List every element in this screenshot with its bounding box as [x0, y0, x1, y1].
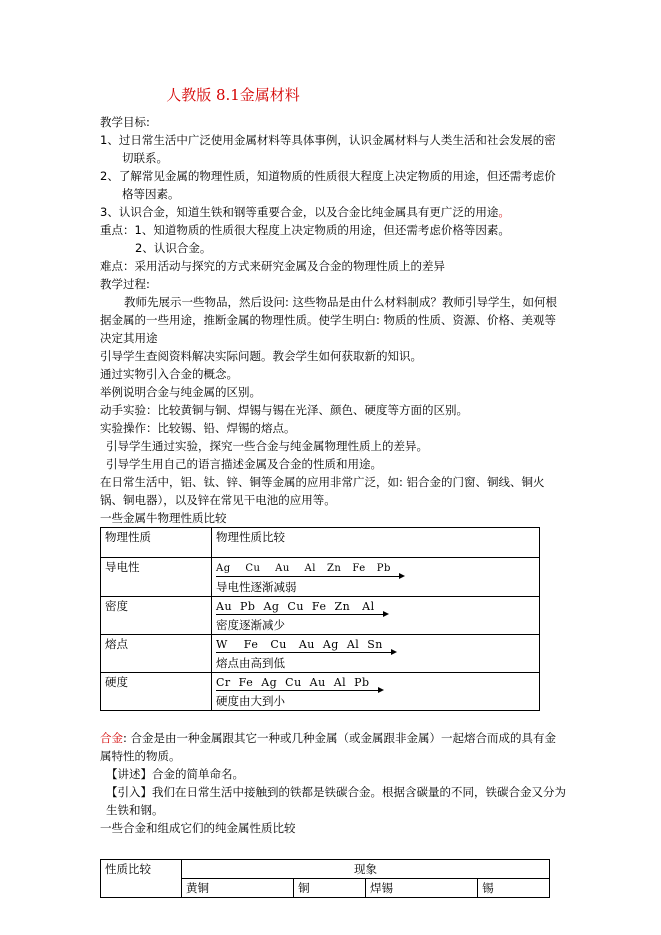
- comparison-cell: [212, 635, 540, 673]
- table-header-cell: 性质比较: [101, 860, 182, 898]
- difficulty: 难点：采用活动与探究的方式来研究金属及合金的物理性质上的差异: [100, 259, 445, 273]
- table-header-cell: 物理性质: [101, 528, 212, 558]
- sequence-text: W Fe Cu Au Ag Al Sn: [216, 638, 383, 651]
- process-paragraph-5: 动手实验：比较黄铜与铜、焊锡与锡在光泽、颜色、硬度等方面的区别。: [100, 403, 468, 417]
- trend-note: 熔点由高到低: [216, 656, 285, 670]
- property-cell: 导电性: [101, 558, 212, 597]
- right-arrow-icon: [216, 614, 387, 615]
- alloy-label: 合金: [100, 731, 123, 745]
- document-title: 人教版 8.1金属材料: [166, 86, 300, 104]
- process-paragraph-3: 通过实物引入合金的概念。: [100, 367, 238, 381]
- lecture-note: 【讲述】合金的简单命名。: [106, 767, 244, 781]
- table-header-cell: 现象: [182, 860, 550, 879]
- metal-properties-table: [100, 527, 540, 711]
- property-cell: 熔点: [101, 635, 212, 673]
- table2-caption: 一些合金和组成它们的纯金属性质比较: [100, 821, 296, 835]
- process-paragraph-9: 在日常生活中，铝、钛、锌、铜等金属的应用非常广泛，如: 铝合金的门窗、铜线、铜火锅、铜电器），以及锌在常见干电池的应用等。: [100, 475, 545, 507]
- process-paragraph-7: 引导学生通过实验，探究一些合金与纯金属物理性质上的差异。: [106, 439, 428, 453]
- sequence-text: Au Pb Ag Cu Fe Zn Al: [216, 600, 375, 613]
- goal-3-text: 3、认识合金，知道生铁和钢等重要合金，以及合金比纯金属具有更广泛的用途: [100, 205, 499, 219]
- sequence-text: Ag Cu Au Al Zn Fe Pb: [216, 563, 391, 574]
- process-paragraph-6: 实验操作：比较锡、铅、焊锡的熔点。: [100, 421, 296, 435]
- metal-sequence: [216, 674, 370, 692]
- alloy-colon: :: [123, 731, 131, 745]
- metal-sequence: [216, 560, 391, 578]
- table-header-cell: 物理性质比较: [212, 528, 540, 558]
- sequence-text: Cr Fe Ag Cu Au Al Pb: [216, 676, 370, 689]
- trend-note: 密度逐渐减少: [216, 618, 285, 632]
- alloy-comparison-table: [100, 859, 550, 898]
- metal-sequence: [216, 598, 375, 616]
- property-cell: 密度: [101, 597, 212, 635]
- process-paragraph-4: 举例说明合金与纯金属的区别。: [100, 385, 261, 399]
- comparison-cell: [212, 673, 540, 711]
- metal-sequence: [216, 636, 383, 654]
- table-row: [101, 673, 540, 711]
- right-arrow-icon: [216, 652, 395, 653]
- property-cell: 硬度: [101, 673, 212, 711]
- process-heading: 教学过程:: [100, 277, 150, 291]
- table-cell: 焊锡: [365, 879, 477, 898]
- alloy-definition-text: 合金是由一种金属跟其它一种或几种金属（或金属跟非金属）一起熔合而成的具有金属特性的物质。: [100, 731, 557, 763]
- process-paragraph-2: 引导学生查阅资料解决实际问题。教会学生如何获取新的知识。: [100, 349, 422, 363]
- process-paragraph-8: 引导学生用自己的语言描述金属及合金的性质和用途。: [106, 457, 382, 471]
- table-cell: 锡: [478, 879, 550, 898]
- trend-note: 导电性逐渐减弱: [216, 580, 297, 594]
- table-row: [101, 635, 540, 673]
- table-cell: 铜: [294, 879, 366, 898]
- right-arrow-icon: [216, 690, 382, 691]
- table-row: [101, 558, 540, 597]
- table-row: [101, 597, 540, 635]
- goal-2: 2、了解常见金属的物理性质，知道物质的性质很大程度上决定物质的用途，但还需考虑价格等因素。: [100, 169, 556, 201]
- table-cell: 黄铜: [182, 879, 294, 898]
- key-point-1: 重点：1、知道物质的性质很大程度上决定物质的用途，但还需考虑价格等因素。: [100, 223, 510, 237]
- document-body: [100, 113, 566, 898]
- key-point-2: 2、认识合金。: [135, 241, 212, 255]
- goals-heading: 教学目标:: [100, 115, 150, 129]
- table-header-row: [101, 528, 540, 558]
- goal-3-mark: 。: [498, 205, 510, 219]
- right-arrow-icon: [216, 576, 403, 577]
- alloy-definition: [100, 729, 566, 765]
- trend-note: 硬度由大到小: [216, 694, 285, 708]
- comparison-cell: [212, 597, 540, 635]
- table1-caption: 一些金属牛物理性质比较: [100, 511, 227, 525]
- table-header-row: [101, 860, 550, 879]
- process-paragraph-1: 教师先展示一些物品，然后设问: 这些物品是由什么材料制成？教师引导学生，如何根据金属的一些用途，推断金属的物理性质。使学生明白: 物质的性质、资源、价格、美观等决定其用途: [100, 295, 558, 345]
- goal-3: [100, 203, 566, 221]
- intro-note: 【引入】我们在日常生活中接触到的铁都是铁碳合金。根据含碳量的不同，铁碳合金又分为生铁和钢。: [106, 785, 566, 817]
- comparison-cell: [212, 558, 540, 597]
- goal-1: 1、过日常生活中广泛使用金属材料等具体事例，认识金属材料与人类生活和社会发展的密切联系。: [100, 133, 556, 165]
